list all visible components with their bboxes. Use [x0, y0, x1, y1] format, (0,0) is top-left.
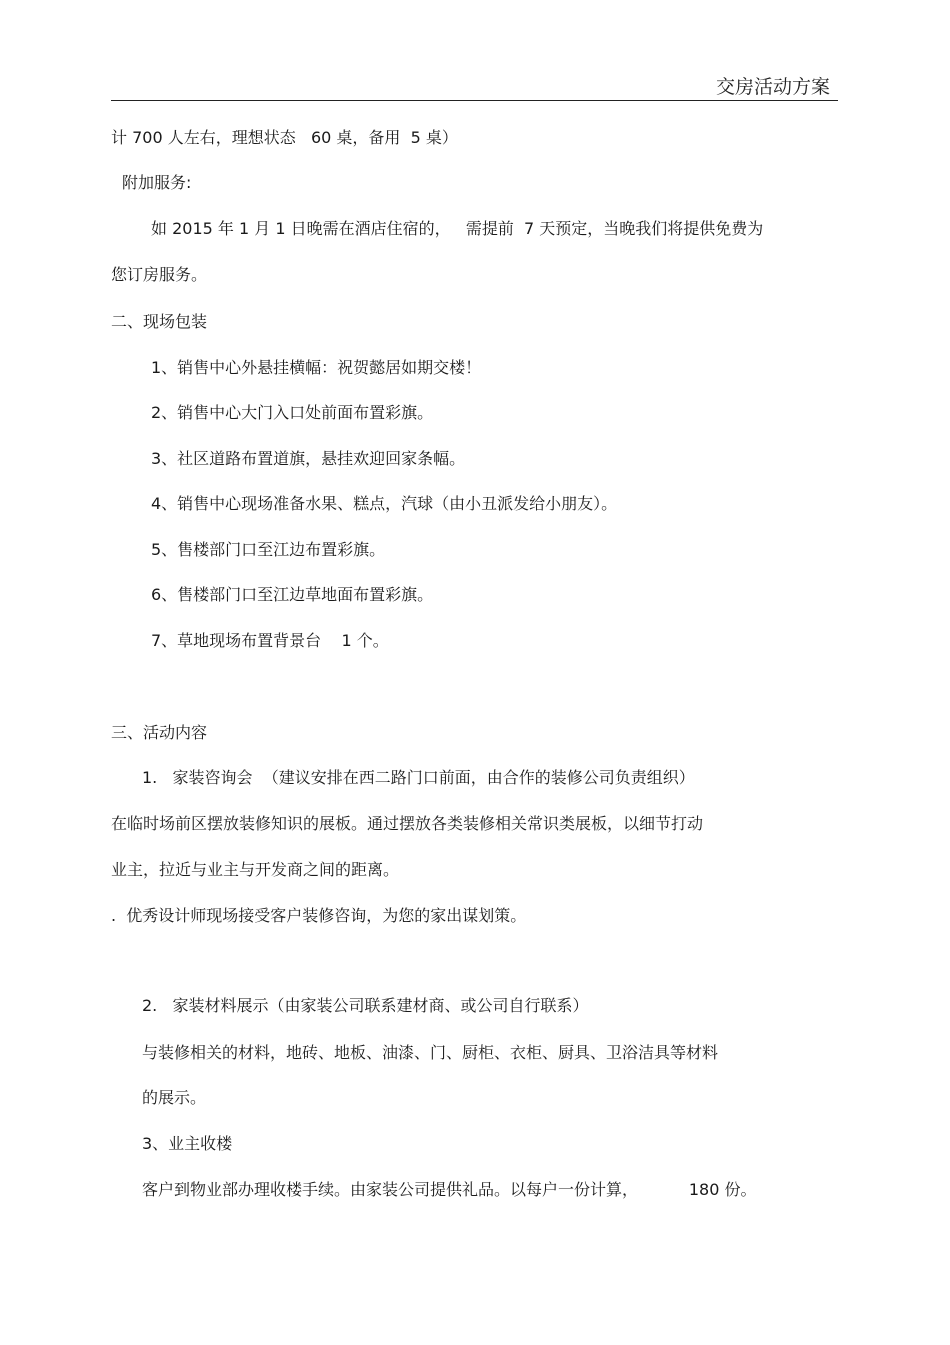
- text-line: 计 700 人左右，理想状态 60 桌，备用 5 桌）: [111, 128, 458, 147]
- list-item: 6、售楼部门口至江边草地面布置彩旗。: [151, 585, 434, 604]
- header-title: 交房活动方案: [715, 76, 830, 98]
- header-rule: [111, 100, 838, 101]
- text-line: 如 2015 年 1 月 1 日晚需在酒店住宿的， 需提前 7 天预定，当晚我们将提供免费为: [151, 219, 764, 238]
- list-item: 3、社区道路布置道旗，悬挂欢迎回家条幅。: [151, 449, 466, 468]
- text-line: 客户到物业部办理收楼手续。由家装公司提供礼品。以每户一份计算， 180 份。: [142, 1180, 757, 1199]
- section-heading: 二、现场包装: [111, 312, 208, 331]
- list-item: 3、业主收楼: [142, 1134, 233, 1153]
- list-item: 1、销售中心外悬挂横幅：祝贺懿居如期交楼！: [151, 358, 482, 377]
- list-item: 4、销售中心现场准备水果、糕点，汽球（由小丑派发给小朋友）。: [151, 494, 618, 513]
- list-item: 7、草地现场布置背景台 1 个。: [151, 631, 389, 650]
- list-item: 5、售楼部门口至江边布置彩旗。: [151, 540, 386, 559]
- text-line: . 优秀设计师现场接受客户装修咨询，为您的家出谋划策。: [111, 906, 527, 925]
- text-line: 与装修相关的材料，地砖、地板、油漆、门、厨柜、衣柜、厨具、卫浴洁具等材料: [142, 1043, 719, 1062]
- section-heading: 三、活动内容: [111, 723, 208, 742]
- text-line: 附加服务:: [122, 173, 192, 192]
- text-line: 业主，拉近与业主与开发商之间的距离。: [111, 860, 400, 879]
- list-item: 2. 家装材料展示（由家装公司联系建材商、或公司自行联系）: [142, 996, 589, 1015]
- list-item: 1. 家装咨询会 （建议安排在西二路门口前面，由合作的装修公司负责组织）: [142, 768, 695, 787]
- list-item: 2、销售中心大门入口处前面布置彩旗。: [151, 403, 434, 422]
- text-line: 在临时场前区摆放装修知识的展板。通过摆放各类装修相关常识类展板，以细节打动: [111, 814, 704, 833]
- text-line: 的展示。: [142, 1088, 207, 1107]
- text-line: 您订房服务。: [111, 265, 208, 284]
